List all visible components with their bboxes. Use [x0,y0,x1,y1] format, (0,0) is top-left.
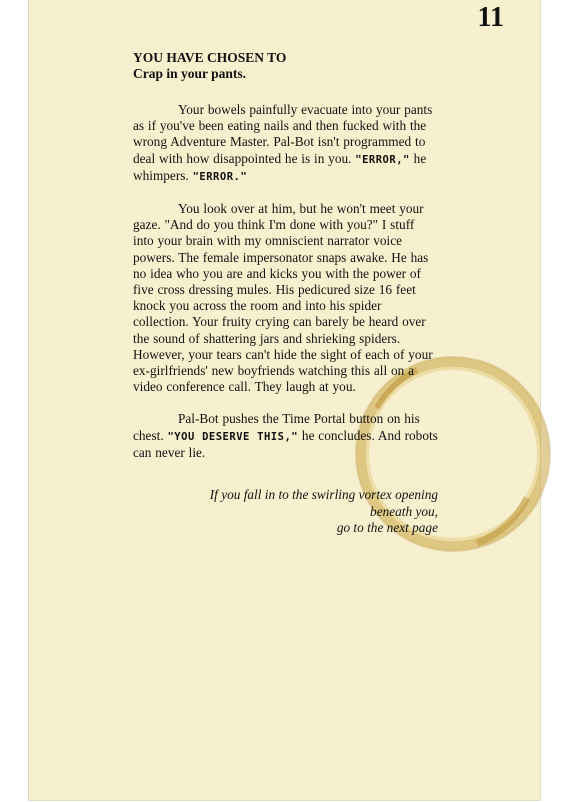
choice-line-1: If you fall in to the swirling vortex opening [209,487,438,503]
book-page [28,0,541,801]
paragraph-3 [133,411,438,461]
choice-line-3: go to the next page [336,520,438,536]
choice-instruction [133,487,438,537]
choice-line-2: beneath you, [370,503,438,519]
heading-line-1: YOU HAVE CHOSEN TO [133,50,287,65]
paragraph-1-text-b: he whimpers. [133,150,427,183]
robot-speech-error-2: "ERROR." [192,170,248,183]
paragraph-1 [133,102,438,185]
heading-line-2: Crap in your pants. [133,66,247,81]
paragraph-3-text-a: Pal-Bot pushes the Time Portal button on his chest. [133,411,420,443]
robot-speech-deserve: "YOU DESERVE THIS," [167,430,299,443]
paragraph-3-text-b: he concludes. And robots can never lie. [133,427,438,460]
page-number: 11 [477,2,504,33]
paragraph-1-text-a: Your bowels painfully evacuate into your pants as if you've been eating nails and then fucked with the wrong Adventure Master. Pal-Bot isn't programmed to deal with how disappointed he is in you. [133,102,433,166]
robot-speech-error-1: "ERROR," [355,153,410,166]
story-content [133,50,438,537]
paragraph-2: You look over at him, but he won't meet your gaze. "And do you think I'm done with you?" I stuff into your brain with my omniscient narrator voice powers. The female impersonator snaps awake. He has no idea who you are and kicks you with the power of five cross dressing mules. His pedicured size 16 feet knock you across the room and into his spider collection. Your fruity crying can barely be heard over the sound of shattering jars and shrieking spiders. However, your tears can't hide the sight of each of your ex-girlfriends' new boyfriends watching this all on a video conference call. They laugh at you. [133,201,433,395]
